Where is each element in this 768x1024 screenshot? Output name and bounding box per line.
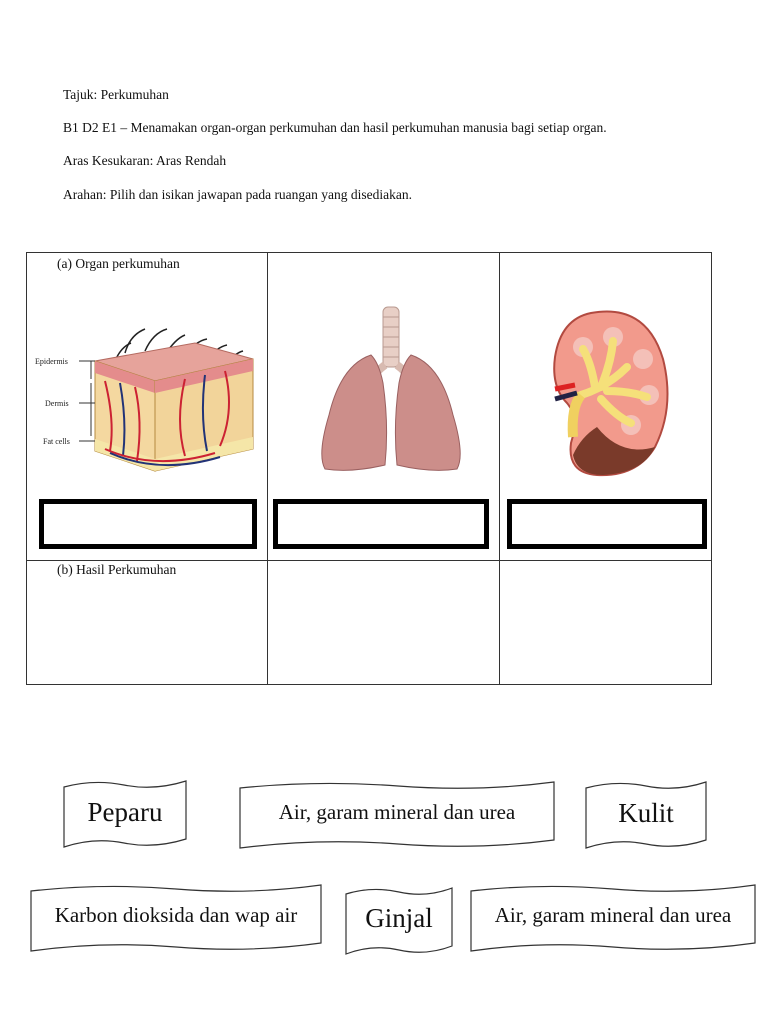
title-line: Tajuk: Perkumuhan bbox=[63, 87, 169, 102]
card-label: Kulit bbox=[618, 798, 674, 828]
card-label: Ginjal bbox=[365, 903, 433, 933]
row-label-organ: (a) Organ perkumuhan bbox=[57, 256, 180, 271]
row-label-product: (b) Hasil Perkumuhan bbox=[57, 562, 177, 577]
learning-standard-line: B1 D2 E1 – Menamakan organ-organ perkumuhan dan hasil perkumuhan manusia bagi setiap organ. bbox=[63, 120, 607, 135]
card-ginjal[interactable] bbox=[344, 884, 454, 956]
epidermis-label: Epidermis bbox=[35, 357, 68, 366]
column-divider bbox=[499, 253, 500, 684]
column-divider bbox=[267, 253, 268, 684]
row-divider bbox=[27, 560, 711, 561]
answer-box-skin[interactable] bbox=[39, 499, 257, 549]
skin-diagram-icon bbox=[35, 321, 257, 489]
worksheet-table bbox=[26, 252, 712, 685]
dermis-label: Dermis bbox=[45, 399, 69, 408]
fat-cells-label: Fat cells bbox=[43, 437, 70, 446]
card-label: Peparu bbox=[87, 797, 163, 827]
card-air-garam-mineral-urea[interactable] bbox=[238, 778, 556, 850]
card-karbon-dioksida[interactable] bbox=[29, 881, 323, 953]
difficulty-line: Aras Kesukaran: Aras Rendah bbox=[63, 153, 227, 168]
lungs-diagram-icon bbox=[311, 305, 471, 475]
card-kulit[interactable] bbox=[584, 778, 708, 850]
card-label: Karbon dioksida dan wap air bbox=[54, 903, 298, 927]
card-label: Air, garam mineral dan urea bbox=[494, 903, 732, 927]
answer-box-lungs[interactable] bbox=[273, 499, 489, 549]
card-label: Air, garam mineral dan urea bbox=[278, 800, 516, 824]
card-air-garam-mineral-urea-2[interactable] bbox=[469, 881, 757, 953]
answer-box-kidney[interactable] bbox=[507, 499, 707, 549]
instruction-line: Arahan: Pilih dan isikan jawapan pada ruangan yang disediakan. bbox=[63, 187, 413, 202]
kidney-diagram-icon bbox=[551, 307, 671, 479]
card-peparu[interactable] bbox=[62, 777, 188, 849]
